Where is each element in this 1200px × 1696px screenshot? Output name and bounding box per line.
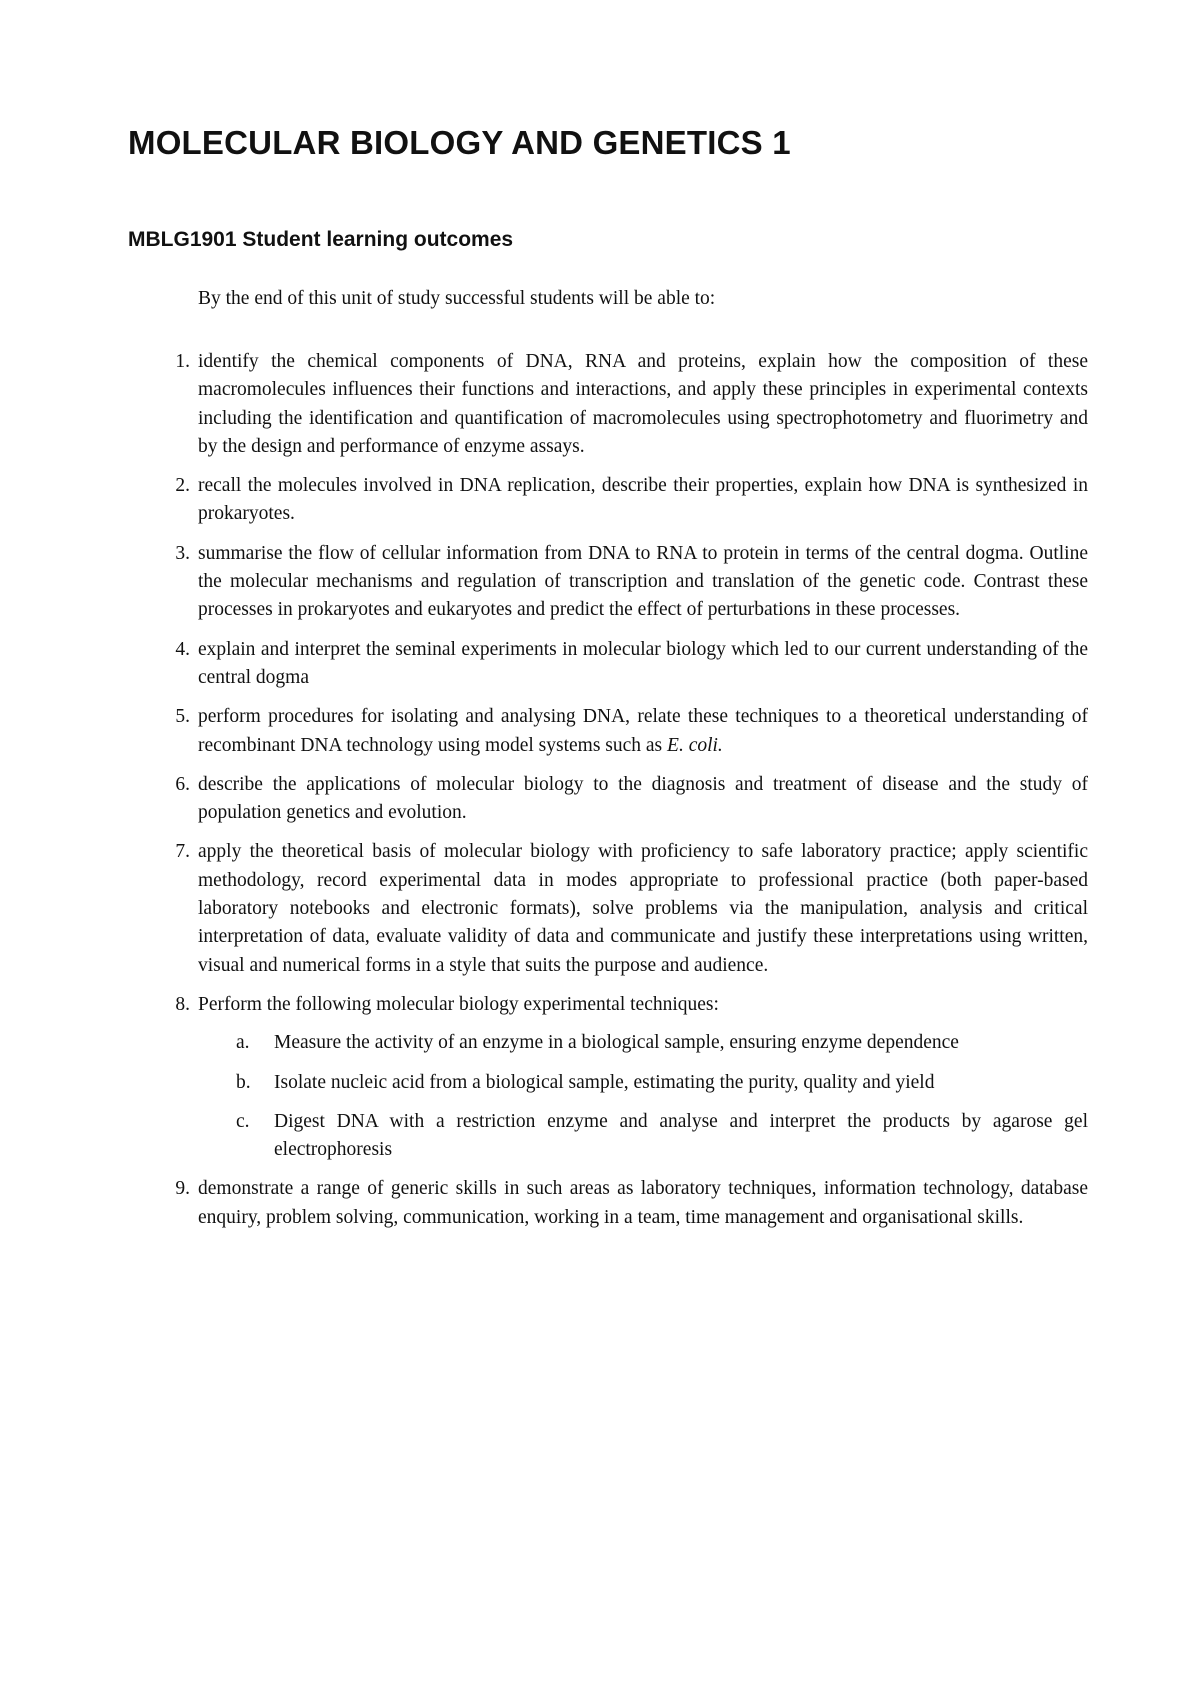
outcome-number: 7. <box>175 841 190 863</box>
outcome-text: recall the molecules involved in DNA replication, describe their properties, explain how DNA is synthesized in prokaryotes. <box>198 475 1088 525</box>
outcome-item-2 <box>175 472 1088 529</box>
outcome-text: demonstrate a range of generic skills in such areas as laboratory techniques, information technology, database enquiry, problem solving, communication, working in a team, time management and organisational skills. <box>198 1178 1088 1228</box>
outcome-number: 4. <box>175 638 190 660</box>
outcome-item-6 <box>175 771 1088 828</box>
outcome-number: 8. <box>175 993 190 1015</box>
technique-sublist <box>198 1029 1088 1164</box>
outcome-text: explain and interpret the seminal experiments in molecular biology which led to our current understanding of the central dogma <box>198 638 1088 688</box>
subitem-text: Digest DNA with a restriction enzyme and analyse and interpret the products by agarose gel electrophoresis <box>274 1110 1088 1161</box>
learning-outcomes-list <box>175 348 1088 1243</box>
outcome-number: 9. <box>175 1178 190 1200</box>
outcome-item-5 <box>175 703 1088 760</box>
outcome-item-9 <box>175 1175 1088 1232</box>
technique-item-b <box>236 1069 1088 1097</box>
section-heading: MBLG1901 Student learning outcomes <box>128 228 514 251</box>
outcome-text: Perform the following molecular biology experimental techniques: <box>198 993 719 1015</box>
subitem-text: Measure the activity of an enzyme in a biological sample, ensuring enzyme dependence <box>274 1032 959 1054</box>
subitem-letter: a. <box>236 1032 250 1054</box>
outcome-number: 5. <box>175 706 190 728</box>
outcome-item-7 <box>175 838 1088 979</box>
outcome-item-8 <box>175 991 1088 1164</box>
document-title: MOLECULAR BIOLOGY AND GENETICS 1 <box>128 124 791 161</box>
intro-text: By the end of this unit of study successful students will be able to: <box>198 288 716 309</box>
outcome-number: 3. <box>175 542 190 564</box>
subitem-text: Isolate nucleic acid from a biological sample, estimating the purity, quality and yield <box>274 1071 935 1093</box>
outcome-number: 2. <box>175 475 190 497</box>
outcome-text: apply the theoretical basis of molecular biology with proficiency to safe laboratory practice; apply scientific methodology, record experimental data in modes appropriate to professional practice (both paper-based laboratory notebooks and electronic formats), solve problems via the manipulation, analysis and critical interpretation of data, evaluate validity of data and communicate and justify these interpretations using written, visual and numerical forms in a style that suits the purpose and audience. <box>198 841 1088 976</box>
technique-item-c <box>236 1108 1088 1165</box>
technique-item-a <box>236 1029 1088 1057</box>
outcome-text: identify the chemical components of DNA, RNA and proteins, explain how the composition of these macromolecules influences their functions and interactions, and apply these principles in experimental contexts including the identification and quantification of macromolecules using spectrophotometry and fluorimetry and by the design and performance of enzyme assays. <box>198 351 1088 457</box>
outcome-text: describe the applications of molecular biology to the diagnosis and treatment of disease and the study of population genetics and evolution. <box>198 773 1088 824</box>
outcome-number: 1. <box>175 351 190 372</box>
outcome-item-3 <box>175 540 1088 625</box>
outcome-text: perform procedures for isolating and analysing DNA, relate these techniques to a theoretical understanding of recombinant DNA technology using model systems such as <box>198 706 1088 756</box>
subitem-letter: b. <box>236 1071 251 1093</box>
outcome-text: summarise the flow of cellular information from DNA to RNA to protein in terms of the central dogma. Outline the molecular mechanisms and regulation of transcription and translation of the genetic code. Contrast these processes in prokaryotes and eukaryotes and predict the effect of perturbations in these processes. <box>198 542 1088 621</box>
outcome-number: 6. <box>175 773 190 795</box>
outcome-italic-text: E. coli. <box>667 734 723 756</box>
outcome-item-4 <box>175 636 1088 693</box>
outcome-item-1 <box>175 348 1088 461</box>
subitem-letter: c. <box>236 1110 250 1132</box>
